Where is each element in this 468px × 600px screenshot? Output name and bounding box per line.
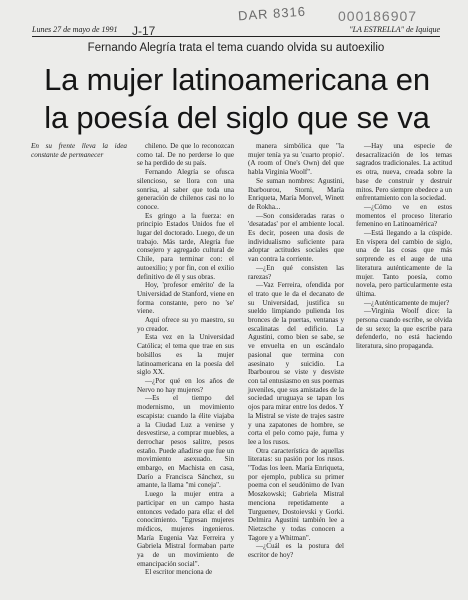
paragraph: —Es el tiempo del modernismo, un movimiento escapista: cuando la élite viajaba a la Ciudad Luz a venirse y desvestirse, a comprar muebles, a derrochar pesos salitre, pesos estaño. Puede añadirse que fue un movimiento asexuado. Sin embargo, en Machista en casa, Darío a Francisca Sánchez, su amante, la llama "mi coneja".: [137, 394, 234, 490]
paragraph: Fernando Alegría se ofusca silencioso, se llora con una sonrisa, al saber que toda una generación de chilenos casi no lo conoce.: [137, 168, 234, 211]
dateline: [32, 25, 440, 37]
column-4: [356, 142, 452, 351]
paragraph: —¿Cómo ve en estos momentos el proceso literario femenino en Latinoamérica?: [356, 202, 452, 229]
paragraph: Otra característica de aquellas literatas: su pasión por los rusos. "Todas los leen. María Enriqueta, por ejemplo, publica su primer poema con el seudónimo de Ivan Moszkowski; Gabriela Mistral menciona repetidamente a Turguenev, Dostoievski y Gorki. Delmira Agustini también lee a Nietzsche y todas conocen a Tagore y a Whitman".: [248, 446, 344, 542]
paragraph: —¿Por qué en los años de Nervo no hay mujeres?: [137, 376, 234, 394]
paragraph: —Hay una especie de desacralización de los temas sagrados tradicionales. La actitud es otra, nueva, creada sobre la base de construir y destruir mitos. Pero siempre obedece a un enfrentamiento con la sociedad.: [356, 142, 452, 203]
column-2: [137, 142, 234, 577]
paragraph: chileno. De que lo reconozcan como tal. De no perderse lo que se ha perdido de su país.: [137, 142, 234, 168]
headline-line-2: la poesía del siglo que se va: [44, 100, 430, 135]
catalog-code-annotation: DAR 8316: [237, 3, 307, 24]
headline-line-1: La mujer latinoamericana en: [44, 62, 430, 97]
handwritten-mark: J-17: [132, 24, 156, 38]
paragraph: —Son consideradas raras o 'desatadas' por el ambiente local. Es decir, poseen una dosis de individualismo suficiente para adoptar actitudes sociales que van contra la corriente.: [248, 211, 344, 264]
paragraph: Hoy, 'profesor emérito' de la Universidad de Stanford, viene en forma constante, pero no 'se' viene.: [137, 281, 234, 316]
paragraph: —Virginia Woolf dice: la persona cuando escribe, se olvida de su sexo; la que escribe para defenderlo, no está haciendo literatura, sino propaganda.: [356, 307, 452, 351]
paragraph: —Está llegando a la cúspide. En víspera del cambio de siglo, una de las cosas que más sorprende es el auge de una literatura auténticamente de la mujer. Tanto poesía, como novela, pero particularmente esta última.: [356, 229, 452, 298]
paragraph: En su frente lleva la idea constante de permanecer: [31, 142, 127, 159]
paragraph: Luego la mujer entra a participar en un campo hasta entonces vedado para ella: el del conocimiento. "Egresan mujeres médicos, mujeres ingenieros. María Eugenia Vaz Ferreira y Gabriela Mistral formaban parte ya de un movimiento de emancipación social".: [137, 490, 234, 568]
paragraph: El escritor menciona de: [145, 568, 213, 577]
paragraph: manera simbólica que "la mujer tenía ya su 'cuarto propio'. (A room of One's Own) del que habla Virginia Woolf".: [248, 142, 344, 177]
kicker: Fernando Alegría trata el tema cuando olvida su autoexilio: [87, 42, 385, 54]
paragraph: —¿Auténticamente de mujer?: [364, 298, 450, 307]
paragraph: —¿Cuál es la postura del escritor de hoy?: [248, 542, 344, 560]
paragraph: —Vaz Ferreira, ofendida por el trato que le da el decanato de su Universidad, justifica su sueldo limpiando pulienda los bronces de la puertas, ventanas y escalinatas del edificio. La Agustini, como bien se sabe, se ve envuelta en un escándalo pasional que termina con asesinato y suicidio. La Ibarbourou se viste y desviste con tal entusiasmo en sus poemas juveniles, que sus amistades de la sociedad uruguaya se tapan los ojos para mirar entre los dedos. Y la Mistral se viste de trajes sastre y una zapatones de hombre, se corta el pelo como paje, fuma y lee a los rusos.: [248, 281, 344, 446]
paragraph: —¿En qué consisten las rarezas?: [248, 263, 344, 281]
paragraph: Es gringo a la fuerza: en principio Estados Unidos fue el lugar del doctorado. Luego, de un trabajo. Más tarde, Alegría fue consejero y agregado cultural de Chile, para terminar con: el autoexilio; y por fin, con el exilio definitivo de él y sus obras.: [137, 211, 234, 281]
column-3: [248, 142, 344, 560]
paragraph: Aquí ofrece su yo maestro, su yo creador.: [137, 316, 234, 333]
record-number-stamp: 000186907: [338, 8, 418, 24]
column-1: [31, 142, 127, 159]
paragraph: Esta vez en la Universidad Católica; el tema que trae en sus bolsillos es la mujer latinoamericana en la poesía del siglo XX.: [137, 333, 234, 377]
publication-date: Lunes 27 de mayo de 1991: [32, 25, 118, 34]
newspaper-name: "LA ESTRELLA" de Iquique: [349, 25, 440, 34]
headline: [32, 61, 442, 137]
paragraph: Se suman nombres: Agustini, Ibarbourou, Storni, María Enriqueta, María Monvel, Winett de Rokha...: [248, 176, 344, 211]
